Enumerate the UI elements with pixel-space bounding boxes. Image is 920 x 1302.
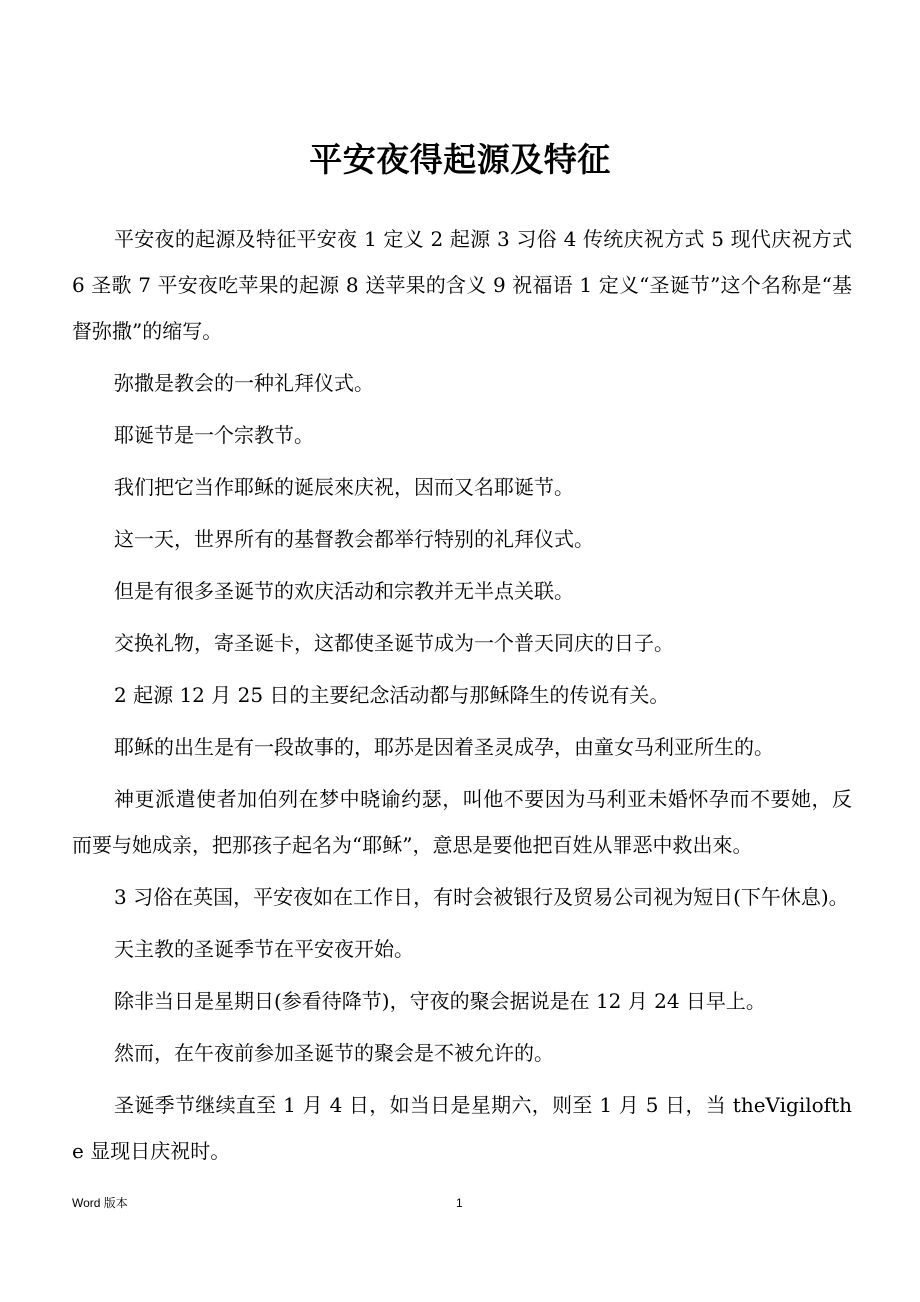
paragraph: 神更派遣使者加伯列在梦中晓谕约瑟，叫他不要因为马利亚未婚怀孕而不要她，反而要与她成亲，把那孩子起名为“耶稣”，意思是要他把百姓从罪恶中救出來。 <box>72 787 852 857</box>
page-footer <box>72 1193 852 1213</box>
paragraph: 除非当日是星期日(参看待降节)，守夜的聚会据说是在 12 月 24 日早上。 <box>114 989 766 1013</box>
footer-version-label: Word 版本 <box>72 1196 128 1210</box>
paragraph: 我们把它当作耶稣的诞辰來庆祝，因而又名耶诞节。 <box>114 475 574 499</box>
paragraph: 然而，在午夜前参加圣诞节的聚会是不被允许的。 <box>114 1041 554 1065</box>
page-number: 1 <box>456 1196 463 1210</box>
paragraph: 耶稣的出生是有一段故事的，耶苏是因着圣灵成孕，由童女马利亚所生的。 <box>114 735 774 759</box>
paragraph: 这一天，世界所有的基督教会都举行特别的礼拜仪式。 <box>114 527 594 551</box>
paragraph: 但是有很多圣诞节的欢庆活动和宗教并无半点关联。 <box>114 579 574 603</box>
paragraph-origin: 2 起源 12 月 25 日的主要纪念活动都与那稣降生的传说有关。 <box>114 683 670 707</box>
document-body <box>72 216 852 1180</box>
paragraph-customs: 3 习俗在英国，平安夜如在工作日，有时会被银行及贸易公司视为短日(下午休息)。 <box>114 885 849 909</box>
paragraph: 交换礼物，寄圣诞卡，这都使圣诞节成为一个普天同庆的日子。 <box>114 631 674 655</box>
paragraph-intro: 平安夜的起源及特征平安夜 1 定义 2 起源 3 习俗 4 传统庆祝方式 5 现代庆祝方式 6 圣歌 7 平安夜吃苹果的起源 8 送苹果的含义 9 祝福语 1 定义“圣诞节”这个名称是“基督弥撒”的缩写。 <box>72 227 852 343</box>
document-title: 平安夜得起源及特征 <box>309 140 611 179</box>
paragraph: 弥撒是教会的一种礼拜仪式。 <box>114 371 374 395</box>
paragraph: 耶诞节是一个宗教节。 <box>114 423 314 447</box>
paragraph: 圣诞季节继续直至 1 月 4 日，如当日是星期六，则至 1 月 5 日，当 theVigilofthe 显现日庆祝时。 <box>72 1093 852 1163</box>
paragraph: 天主教的圣诞季节在平安夜开始。 <box>114 937 414 961</box>
